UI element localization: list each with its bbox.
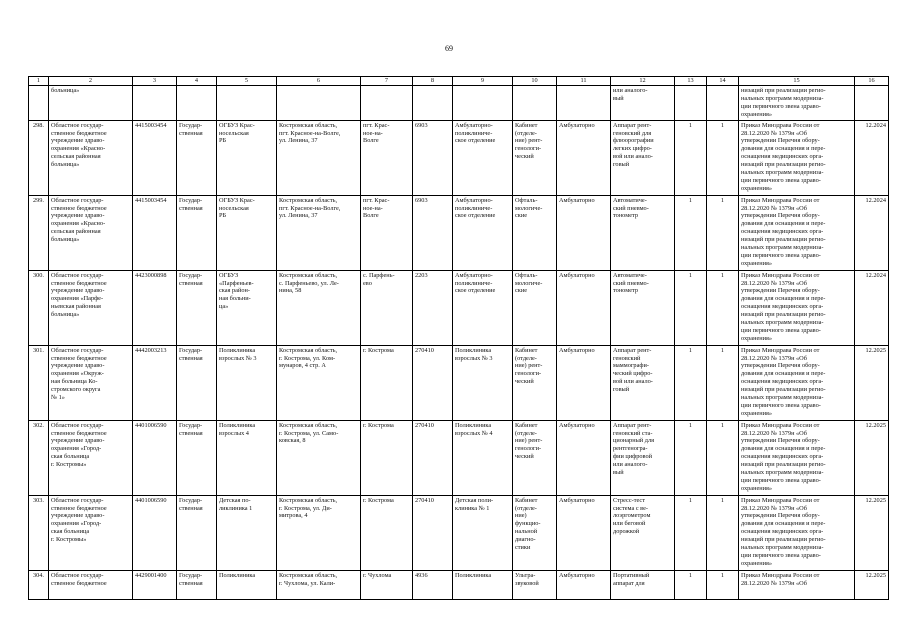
table-cell: Амбулаторно [557, 345, 611, 420]
table-cell: пгт. Крас- ное-на- Волге [361, 120, 413, 195]
table-cell: 4423000898 [133, 270, 177, 345]
table-cell: Поликлиника [217, 570, 277, 599]
table-cell: ОГБУЗ Крас- носельская РБ [217, 120, 277, 195]
table-cell: Амбулаторно [557, 495, 611, 570]
col-number-cell: 3 [133, 77, 177, 86]
table-cell: 299. [29, 195, 49, 270]
table-cell [133, 86, 177, 121]
table-cell: Кабинет (отделе- ние) функцио- нальной диагно- стики [513, 495, 557, 570]
table-cell [707, 86, 739, 121]
table-cell: Приказ Минздрава России от 28.12.2020 № 1379н «Об утверждении Перечня обору- дования для оснащения и пере- оснащения медицинских орга- низаций при реализации регио- нальных программ модерниза- ции первичного звена здраво- охранения» [739, 120, 855, 195]
table-cell: Амбулаторно [557, 570, 611, 599]
table-cell: Государ- ственная [177, 195, 217, 270]
table-cell: 12.2025 [855, 495, 889, 570]
table-row [29, 270, 889, 345]
table-cell: 12.2025 [855, 570, 889, 599]
table-cell: 1 [675, 495, 707, 570]
table-cell: г. Кострома [361, 345, 413, 420]
table-cell: Костромская область, с. Парфеньево, ул. Ле- нина, 58 [277, 270, 361, 345]
table-cell: Поликлиника взрослых № 4 [453, 420, 513, 495]
table-cell: Костромская область, пгт. Красное-на-Волге, ул. Ленина, 37 [277, 195, 361, 270]
table-cell: 12.2025 [855, 345, 889, 420]
table-cell [29, 86, 49, 121]
col-number-cell: 6 [277, 77, 361, 86]
table-cell: 1 [707, 420, 739, 495]
table-body [29, 77, 889, 600]
col-number-cell: 13 [675, 77, 707, 86]
table-cell: 4401006590 [133, 420, 177, 495]
table-cell: 300. [29, 270, 49, 345]
table-cell: 298. [29, 120, 49, 195]
table-cell: Областное государ- ственное бюджетное учреждение здраво- охранения «Город- ская больница г. Костромы» [49, 420, 133, 495]
table-cell: Костромская область, г. Чухлома, ул. Кали- [277, 570, 361, 599]
table-cell: Аппарат рент- геновский ста- ционарный для рентгеногра- фии цифровой или аналого- вый [611, 420, 675, 495]
table-cell: г. Кострома [361, 420, 413, 495]
table-row [29, 195, 889, 270]
table-cell: 303. [29, 495, 49, 570]
table-cell [513, 86, 557, 121]
table-cell: Аппарат рент- геновский маммографи- ческий цифро- вой или анало- говый [611, 345, 675, 420]
table-cell: Государ- ственная [177, 495, 217, 570]
table-cell: 270410 [413, 345, 453, 420]
table-cell: 4415003454 [133, 120, 177, 195]
col-number-cell: 1 [29, 77, 49, 86]
table-cell: Костромская область, г. Кострома, ул. Само- ковская, 8 [277, 420, 361, 495]
table-cell: Поликлиника [453, 570, 513, 599]
table-cell: 1 [675, 270, 707, 345]
table-cell: Областное государ- ственное бюджетное [49, 570, 133, 599]
col-number-cell: 16 [855, 77, 889, 86]
table-cell: 1 [707, 495, 739, 570]
table-cell: Амбулаторно [557, 120, 611, 195]
col-number-cell: 9 [453, 77, 513, 86]
table-cell: Автоматиче- ский пневмо- тонометр [611, 195, 675, 270]
table-cell: Портативный аппарат для [611, 570, 675, 599]
table-cell: Амбулаторно- поликлиниче- ское отделение [453, 270, 513, 345]
table-row [29, 345, 889, 420]
table-cell: Поликлиника взрослых 4 [217, 420, 277, 495]
table-cell: Государ- ственная [177, 420, 217, 495]
table-cell: 1 [675, 420, 707, 495]
col-number-cell: 8 [413, 77, 453, 86]
table-cell: Амбулаторно- поликлиниче- ское отделение [453, 120, 513, 195]
col-number-cell: 5 [217, 77, 277, 86]
table-cell: 1 [707, 270, 739, 345]
table-cell: Государ- ственная [177, 120, 217, 195]
table-cell: Детская по- ликлиника 1 [217, 495, 277, 570]
table-cell: 1 [707, 195, 739, 270]
table-cell: 1 [675, 195, 707, 270]
continuation-row [29, 86, 889, 121]
table-cell: или аналого- вый [611, 86, 675, 121]
table-cell: 6903 [413, 195, 453, 270]
table-cell: пгт. Крас- ное-на- Волге [361, 195, 413, 270]
table-cell: Областное государ- ственное бюджетное учреждение здраво- охранения «Красно- сельская районная больница» [49, 195, 133, 270]
table-cell: Амбулаторно [557, 195, 611, 270]
table-cell: Детская поли- клиника № 1 [453, 495, 513, 570]
table-cell: Стресс-тест система с ве- лоэргометром или беговой дорожкой [611, 495, 675, 570]
table-cell: 1 [707, 120, 739, 195]
col-number-cell: 7 [361, 77, 413, 86]
col-number-cell: 2 [49, 77, 133, 86]
table-cell: Приказ Минздрава России от 28.12.2020 № 1379н «Об утверждении Перечня обору- дования для оснащения и пере- оснащения медицинских орга- низаций при реализации регио- нальных программ модерниза- ции первичного звена здраво- охранения» [739, 195, 855, 270]
table-cell: Автоматиче- ский пневмо- тонометр [611, 270, 675, 345]
table-cell: больница» [49, 86, 133, 121]
table-cell: 1 [707, 570, 739, 599]
table-cell: Офталь- мологиче- ские [513, 270, 557, 345]
table-cell [413, 86, 453, 121]
table-cell [361, 86, 413, 121]
table-cell: ОГБУЗ «Парфеньев- ская район- ная больни- ца» [217, 270, 277, 345]
table-cell: Амбулаторно [557, 420, 611, 495]
table-cell: Поликлиника взрослых № 3 [217, 345, 277, 420]
table-row [29, 495, 889, 570]
table-cell: Кабинет (отделе- ние) рент- генологи- ческий [513, 120, 557, 195]
registry-table [28, 76, 889, 600]
table-cell: 1 [707, 345, 739, 420]
table-cell [217, 86, 277, 121]
table-cell: Приказ Минздрава России от 28.12.2020 № 1379н «Об утверждении Перечня обору- дования для оснащения и пере- оснащения медицинских орга- низаций при реализации регио- нальных программ модерниза- ции первичного звена здраво- охранения» [739, 345, 855, 420]
table-cell: Аппарат рент- геновский для флюорографии легких цифро- вой или анало- говый [611, 120, 675, 195]
table-cell: Кабинет (отделе- ние) рент- генологи- ческий [513, 345, 557, 420]
table-cell: Костромская область, пгт. Красное-на-Волге, ул. Ленина, 37 [277, 120, 361, 195]
table-cell: Кабинет (отделе- ние) рент- генологи- ческий [513, 420, 557, 495]
column-number-row [29, 77, 889, 86]
table-cell: Приказ Минздрава России от 28.12.2020 № 1379н «Об утверждении Перечня обору- дования для оснащения и пере- оснащения медицинских орга- низаций при реализации регио- нальных программ модерниза- ции первичного звена здраво- охранения» [739, 495, 855, 570]
table-cell [277, 86, 361, 121]
table-cell: Государ- ственная [177, 570, 217, 599]
table-cell: Амбулаторно- поликлиниче- ское отделение [453, 195, 513, 270]
table-cell [453, 86, 513, 121]
col-number-cell: 10 [513, 77, 557, 86]
table-cell: низаций при реализации регио- нальных программ модерниза- ции первичного звена здраво- охранения» [739, 86, 855, 121]
table-cell: 4415003454 [133, 195, 177, 270]
table-cell: 6903 [413, 120, 453, 195]
col-number-cell: 12 [611, 77, 675, 86]
table-cell: Областное государ- ственное бюджетное учреждение здраво- охранения «Город- ская больница г. Костромы» [49, 495, 133, 570]
table-cell: 4936 [413, 570, 453, 599]
table-cell: ОГБУЗ Крас- носельская РБ [217, 195, 277, 270]
table-cell: 270410 [413, 420, 453, 495]
table-cell: 12.2024 [855, 195, 889, 270]
table-cell: 270410 [413, 495, 453, 570]
table-cell: 1 [675, 570, 707, 599]
table-cell: 12.2024 [855, 270, 889, 345]
col-number-cell: 4 [177, 77, 217, 86]
col-number-cell: 15 [739, 77, 855, 86]
table-cell: Офталь- мологиче- ские [513, 195, 557, 270]
col-number-cell: 11 [557, 77, 611, 86]
table-row [29, 420, 889, 495]
table-cell: 2203 [413, 270, 453, 345]
table-cell: Костромская область, г. Кострома, ул. Ком- мунаров, 4 стр. А [277, 345, 361, 420]
table-cell: Областное государ- ственное бюджетное учреждение здраво- охранения «Парфе- ньевская районная больница» [49, 270, 133, 345]
table-cell: с. Парфень- ево [361, 270, 413, 345]
table-cell [855, 86, 889, 121]
table-row [29, 120, 889, 195]
table-cell: Костромская область, г. Кострома, ул. Ди- митрова, 4 [277, 495, 361, 570]
table-cell: Приказ Минздрава России от 28.12.2020 № 1379н «Об утверждении Перечня обору- дования для оснащения и пере- оснащения медицинских орга- низаций при реализации регио- нальных программ модерниза- ции первичного звена здраво- охранения» [739, 420, 855, 495]
table-cell: 1 [675, 345, 707, 420]
table-cell: Областное государ- ственное бюджетное учреждение здраво- охранения «Окруж- ная больница Ко- стромского округа № 1» [49, 345, 133, 420]
table-cell: Государ- ственная [177, 345, 217, 420]
table-cell: Областное государ- ственное бюджетное учреждение здраво- охранения «Красно- сельская районная больница» [49, 120, 133, 195]
table-cell: г. Кострома [361, 495, 413, 570]
table-cell: Ультра- звуковой [513, 570, 557, 599]
table-cell: 12.2025 [855, 420, 889, 495]
table-cell: 4401006590 [133, 495, 177, 570]
table-cell: 301. [29, 345, 49, 420]
table-cell [675, 86, 707, 121]
col-number-cell: 14 [707, 77, 739, 86]
table-cell: 4429001400 [133, 570, 177, 599]
table-cell: 304. [29, 570, 49, 599]
table-row [29, 570, 889, 599]
page-number: 69 [445, 44, 453, 53]
table-cell: 302. [29, 420, 49, 495]
table-cell [557, 86, 611, 121]
table-cell: Государ- ственная [177, 270, 217, 345]
table-cell: 4442003213 [133, 345, 177, 420]
table-cell: Приказ Минздрава России от 28.12.2020 № 1379н «Об утверждении Перечня обору- дования для оснащения и пере- оснащения медицинских орга- низаций при реализации регио- нальных программ модерниза- ции первичного звена здраво- охранения» [739, 270, 855, 345]
table-cell: г. Чухлома [361, 570, 413, 599]
table-cell [177, 86, 217, 121]
table-cell: 1 [675, 120, 707, 195]
table-cell: Амбулаторно [557, 270, 611, 345]
table-cell: 12.2024 [855, 120, 889, 195]
table-cell: Приказ Минздрава России от 28.12.2020 № 1379н «Об [739, 570, 855, 599]
table-cell: Поликлиника взрослых № 3 [453, 345, 513, 420]
